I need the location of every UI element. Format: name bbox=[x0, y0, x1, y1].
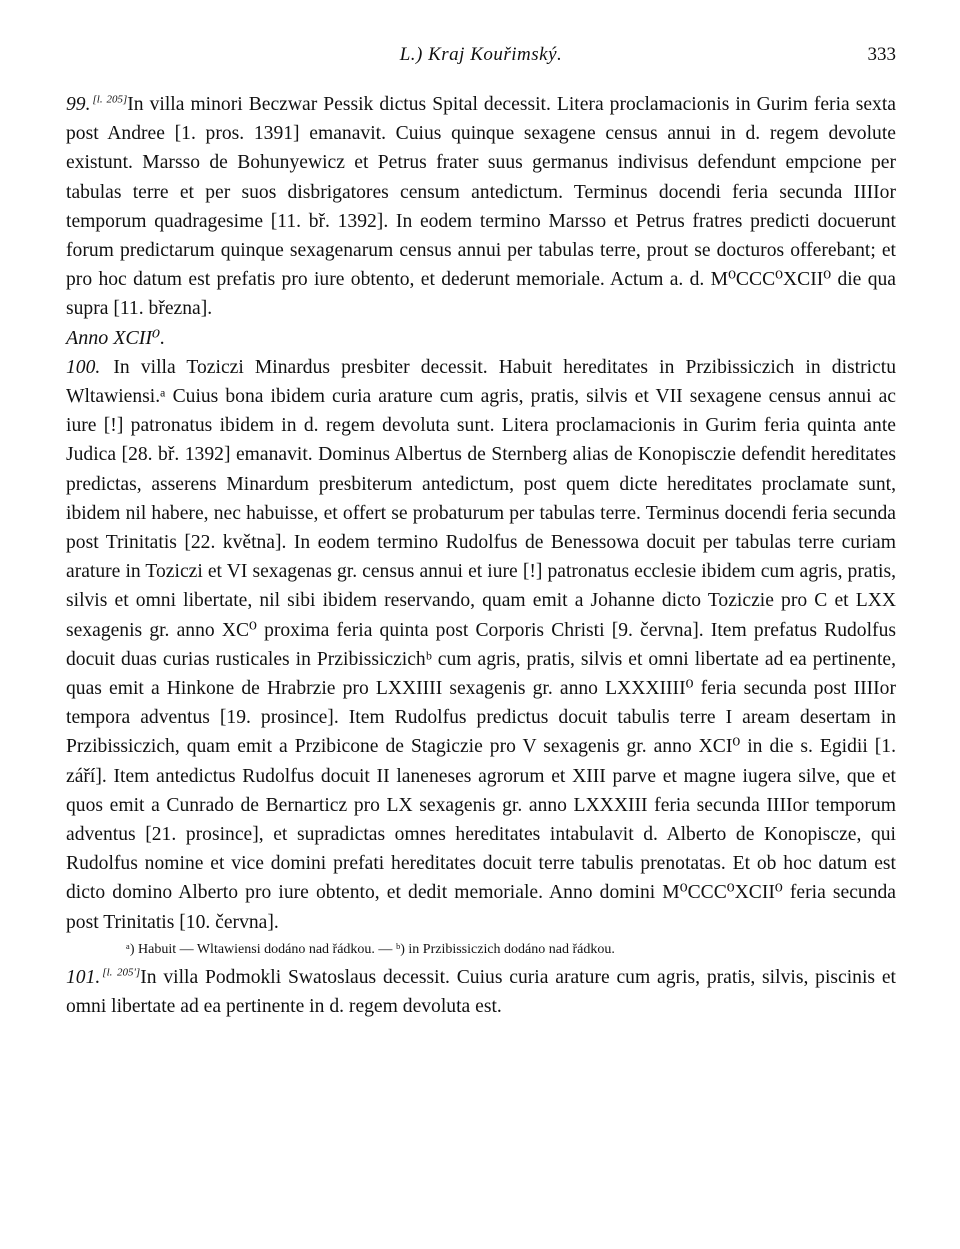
footnotes: ᵃ) Habuit — Wltawiensi dodáno nad řádkou. — ᵇ) in Przibissiczich dodáno nad řádkou. bbox=[126, 941, 615, 957]
page-number: 333 bbox=[867, 44, 896, 65]
year-heading: Anno XCII⁰. bbox=[66, 326, 166, 349]
running-title: L.) Kraj Kouřimský. bbox=[399, 44, 563, 65]
entry-text: In villa Podmokli Swatoslaus decessit. Cuius curia arature cum agris, pratis, silvis, piscinis et omni libertate ad ea pertinente in d. regem devoluta est. bbox=[66, 966, 896, 1018]
folio-reference: [l. 205'] bbox=[102, 966, 141, 979]
entry-99 bbox=[66, 90, 896, 324]
entry-number: 99. bbox=[66, 94, 91, 115]
entry-101 bbox=[66, 963, 896, 1021]
document-body bbox=[66, 90, 896, 1021]
folio-reference: [l. 205] bbox=[92, 93, 128, 106]
entry-100 bbox=[66, 353, 896, 937]
entry-number: 101. bbox=[66, 966, 101, 988]
entry-number: 100. bbox=[66, 356, 101, 378]
page-header bbox=[66, 44, 896, 74]
entry-text: In villa Toziczi Minardus presbiter decessit. Habuit hereditates in Przibissiczich in districtu Wltawiensi.ᵃ Cuius bona ibidem curia arature cum agris, pratis, silvis et VII sexagene census annui ac iure [!] patronatus ibidem in d. regem devoluta sunt. Litera proclamacionis in Gurim feria quinta ante Judica [28. bř. 1392] emanavit. Dominus Albertus de Sternberg alias de Konopisczie defendit hereditates predictas, asserens Minardum presbiterum antedictum, post quem dicte hereditates proclamate sunt, ibidem nil habere, nec habuisse, et offert se probaturum per tabulas terre. Terminus docendi feria secunda post Trinitatis [22. května]. In eodem termino Rudolfus de Benessowa docuit per tabulas terre curiam arature in Toziczi et VI sexagenas gr. census annui et iure [!] patronatus ecclesie ibidem cum agris, pratis, silvis et omni libertate, nil sibi ibidem reservando, quam emit a Johanne dicto Toziczie pro C et LXX sexagenis gr. anno XC⁰ proxima feria quinta post Corporis Christi [9. června]. Item prefatus Rudolfus docuit duas curias rusticales in Przibissiczichᵇ cum agris, pratis, silvis et omni libertate ad ea pertinente, quas emit a Hinkone de Hrabrzie pro LXXIIII sexagenis gr. anno LXXXIIII⁰ feria secunda post IIIIor tempora adventus [19. prosince]. Item Rudolfus predictus docuit tabulis terre I aream desertam in Przibissiczich, quam emit a Przibicone de Stagiczie pro V sexagenis gr. anno XCI⁰ in die s. Egidii [1. září]. Item antedictus Rudolfus docuit II laneneses agrorum et XIII parve et magne iugera silve, que et quos emit a Cunrado de Bernarticz pro LX sexagenis gr. anno LXXXIII feria secunda IIIIor temporum adventus [21. prosince], et supradictas omnes hereditates intabulavit d. Alberto de Konopiscze, qui Rudolfus nomine et vice domini prefati hereditates docuit terre tabulis prenotatas. Et ob hoc datum est dicto domino Alberto pro iure obtento, et dedit memoriale. Anno domini M⁰CCC⁰XCII⁰ feria secunda post Trinitatis [10. června]. bbox=[66, 356, 896, 933]
entry-text: In villa minori Beczwar Pessik dictus Spital decessit. Litera proclamacionis in Gurim feria sexta post Andree [1. pros. 1391] emanavit. Cuius quinque sexagene census annui in d. regem devolute existunt. Marsso de Bohunyewicz et Petrus frater suus germanus indivisus defendunt empcione per tabulas terre et per suos disbrigatores censum antedictum. Terminus docendi feria secunda IIIIor temporum quadragesime [11. bř. 1392]. In eodem termino Marsso et Petrus fratres predicti docuerunt forum predictarum quinque sexagenarum census annui per tabulas terre, prout se docturos offerebant; et pro hoc datum est prefatis pro iure obtento, et dederunt memoriale. Actum a. d. M⁰CCC⁰XCII⁰ die qua supra [11. března]. bbox=[66, 94, 896, 320]
